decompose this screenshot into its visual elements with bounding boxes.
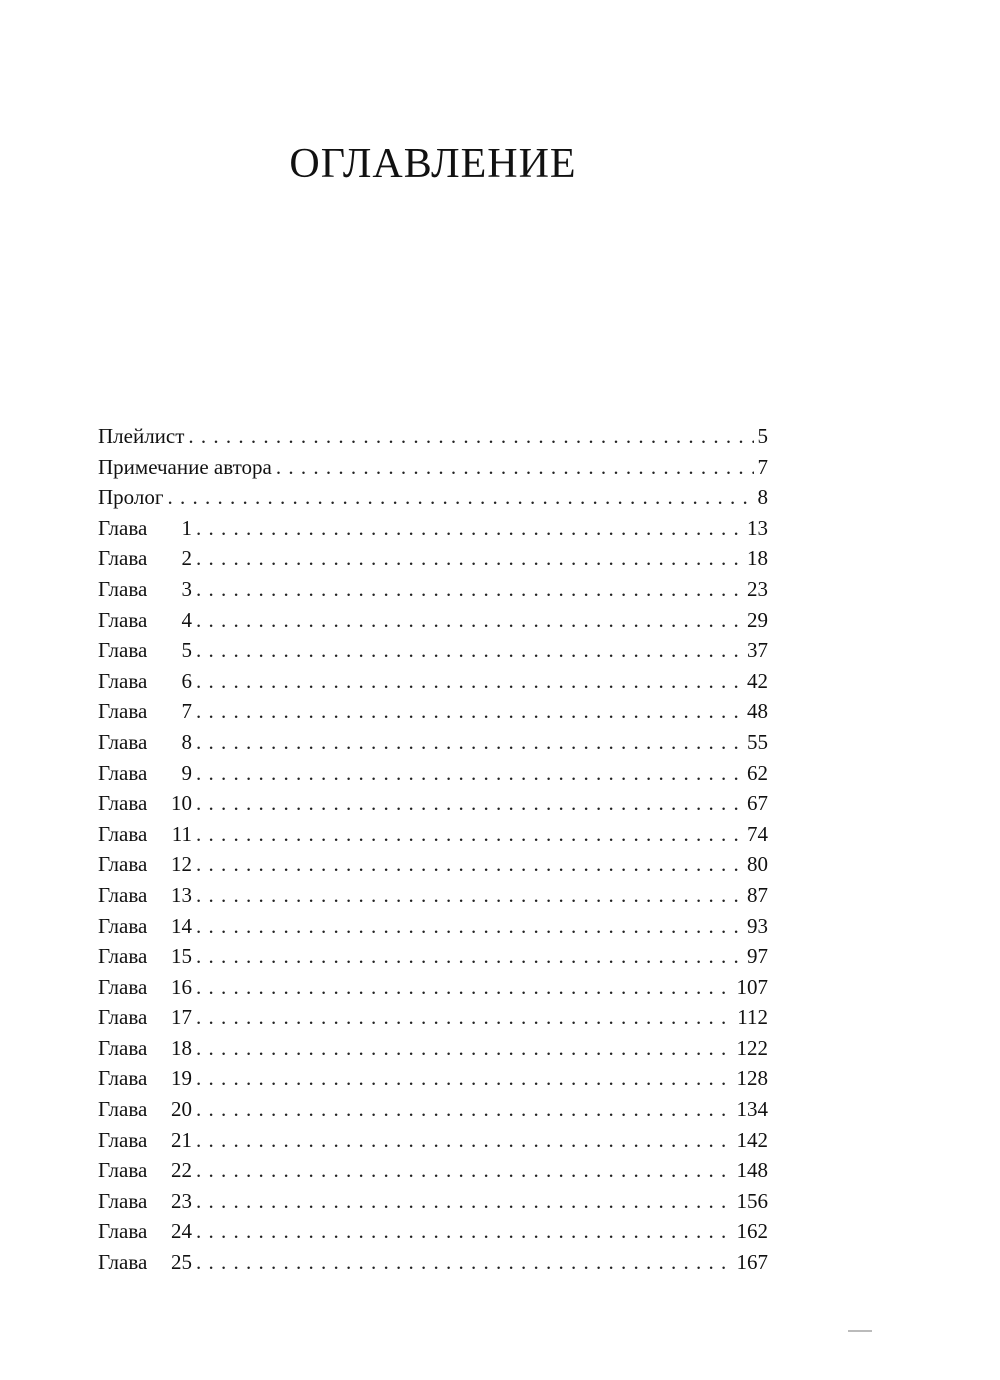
- toc-entry-label: Плейлист: [98, 424, 185, 448]
- toc-entry-label: [98, 605, 192, 636]
- chapter-number: 24: [171, 1219, 192, 1244]
- dot-leader: [196, 941, 743, 972]
- toc-entry-chapter[interactable]: [98, 574, 768, 605]
- toc-entry-label: Примечание автора: [98, 454, 272, 479]
- toc-entry-chapter[interactable]: [98, 1002, 768, 1033]
- toc-entry-label: [98, 1125, 192, 1156]
- toc-entry-chapter[interactable]: [98, 972, 768, 1003]
- chapter-word: Глава: [98, 974, 148, 999]
- chapter-number: 16: [171, 974, 192, 999]
- toc-entry-label: [98, 1155, 192, 1186]
- toc-entry-label: [98, 574, 192, 605]
- chapter-number: 21: [171, 1127, 192, 1152]
- dot-leader: [196, 758, 743, 789]
- chapter-word: Глава: [98, 1250, 148, 1275]
- toc-entry-chapter[interactable]: [98, 1063, 768, 1094]
- dot-leader: [196, 1094, 733, 1125]
- chapter-number: 25: [171, 1250, 192, 1275]
- toc-entry-label: [98, 788, 192, 819]
- toc-page-number: 122: [736, 1035, 768, 1060]
- chapter-word: Глава: [98, 1219, 148, 1244]
- chapter-number: 14: [171, 913, 192, 938]
- chapter-word: Глава: [98, 791, 148, 816]
- toc-entry-label: [98, 1247, 192, 1278]
- chapter-word: Глава: [98, 546, 148, 571]
- chapter-word: Глава: [98, 638, 148, 663]
- dot-leader: [196, 819, 743, 850]
- toc-page-number: 37: [747, 638, 768, 663]
- chapter-number: 9: [181, 760, 192, 785]
- dot-leader: [196, 788, 743, 819]
- chapter-number: 18: [171, 1035, 192, 1060]
- toc-entry-chapter[interactable]: [98, 727, 768, 758]
- toc-page-number: 48: [747, 699, 768, 724]
- dot-leader: [196, 1002, 733, 1033]
- chapter-word: Глава: [98, 1005, 148, 1030]
- toc-page-number: 42: [747, 668, 768, 693]
- toc-entry-chapter[interactable]: [98, 819, 768, 850]
- toc-entry-chapter[interactable]: [98, 941, 768, 972]
- chapter-word: Глава: [98, 1188, 148, 1213]
- toc-page-number: 167: [736, 1250, 768, 1275]
- toc-entry-label: [98, 727, 192, 758]
- dot-leader: [196, 1186, 733, 1217]
- toc-entry-chapter[interactable]: [98, 1247, 768, 1278]
- toc-entry-prologue[interactable]: [98, 482, 768, 513]
- chapter-word: Глава: [98, 944, 148, 969]
- toc-page-number: 156: [736, 1188, 768, 1213]
- toc-page-number: 23: [747, 576, 768, 601]
- toc-entry-label: [98, 849, 192, 880]
- toc-entry-chapter[interactable]: [98, 911, 768, 942]
- toc-entry-label: [98, 1094, 192, 1125]
- chapter-number: 15: [171, 944, 192, 969]
- toc-page-number: 18: [747, 546, 768, 571]
- toc-page-number: 87: [747, 882, 768, 907]
- toc-page-number: 107: [736, 974, 768, 999]
- chapter-number: 19: [171, 1066, 192, 1091]
- toc-entry-chapter[interactable]: [98, 880, 768, 911]
- toc-entry-chapter[interactable]: [98, 1155, 768, 1186]
- chapter-word: Глава: [98, 699, 148, 724]
- toc-page-number: 162: [736, 1219, 768, 1244]
- scan-speck: [848, 1330, 872, 1332]
- dot-leader: [196, 880, 743, 911]
- toc-entry-chapter[interactable]: [98, 605, 768, 636]
- dot-leader: [196, 543, 743, 574]
- chapter-word: Глава: [98, 821, 148, 846]
- toc-page-number: 134: [736, 1097, 768, 1122]
- chapter-word: Глава: [98, 1066, 148, 1091]
- chapter-number: 7: [181, 699, 192, 724]
- chapter-number: 4: [181, 607, 192, 632]
- toc-entry-chapter[interactable]: [98, 1186, 768, 1217]
- toc-entry-label: [98, 1186, 192, 1217]
- dot-leader: [196, 696, 743, 727]
- toc-entry-label: [98, 513, 192, 544]
- toc-entry-label: [98, 972, 192, 1003]
- toc-page-number: 8: [757, 485, 768, 510]
- page-title: ОГЛАВЛЕНИЕ: [289, 141, 577, 187]
- chapter-number: 13: [171, 882, 192, 907]
- chapter-number: 10: [171, 791, 192, 816]
- chapter-number: 17: [171, 1005, 192, 1030]
- toc-page-number: 97: [747, 944, 768, 969]
- chapter-number: 6: [181, 668, 192, 693]
- toc-entry-label: [98, 1033, 192, 1064]
- chapter-word: Глава: [98, 515, 148, 540]
- toc-entry-chapter[interactable]: [98, 543, 768, 574]
- toc-entry-label: Пролог: [98, 485, 164, 510]
- toc-entry-chapter[interactable]: [98, 1094, 768, 1125]
- dot-leader: [196, 1155, 733, 1186]
- chapter-number: 3: [181, 576, 192, 601]
- toc-entry-playlist[interactable]: [98, 421, 768, 452]
- chapter-word: Глава: [98, 1097, 148, 1122]
- toc-entry-label: [98, 941, 192, 972]
- toc-entry-author-note[interactable]: [98, 452, 768, 483]
- toc-page-number: 62: [747, 760, 768, 785]
- toc-page-number: 148: [736, 1158, 768, 1183]
- chapter-word: Глава: [98, 668, 148, 693]
- chapter-word: Глава: [98, 729, 148, 754]
- chapter-word: Глава: [98, 882, 148, 907]
- toc-page-number: 93: [747, 913, 768, 938]
- toc-entry-label: [98, 1216, 192, 1247]
- toc-entry-label: [98, 880, 192, 911]
- dot-leader: [196, 911, 743, 942]
- toc-page-number: 142: [736, 1127, 768, 1152]
- toc-entry-chapter[interactable]: [98, 849, 768, 880]
- chapter-word: Глава: [98, 576, 148, 601]
- toc-entry-chapter[interactable]: [98, 513, 768, 544]
- toc-entry-label: [98, 666, 192, 697]
- table-of-contents: [98, 421, 768, 1278]
- dot-leader: [196, 1033, 733, 1064]
- toc-page-number: 80: [747, 852, 768, 877]
- dot-leader: [196, 1125, 733, 1156]
- toc-page-number: 112: [737, 1005, 768, 1030]
- toc-entry-chapter[interactable]: [98, 696, 768, 727]
- toc-entry-label: [98, 543, 192, 574]
- dot-leader: [196, 1216, 733, 1247]
- toc-page-number: 13: [747, 515, 768, 540]
- toc-entry-chapter[interactable]: [98, 635, 768, 666]
- chapter-word: Глава: [98, 1127, 148, 1152]
- dot-leader: [196, 849, 743, 880]
- toc-page-number: 67: [747, 791, 768, 816]
- chapter-number: 8: [181, 729, 192, 754]
- chapter-number: 12: [171, 852, 192, 877]
- toc-entry-chapter[interactable]: [98, 666, 768, 697]
- toc-page-number: 128: [736, 1066, 768, 1091]
- toc-entry-label: [98, 696, 192, 727]
- chapter-number: 11: [171, 821, 192, 846]
- dot-leader: [196, 513, 743, 544]
- toc-page-number: 55: [747, 729, 768, 754]
- toc-entry-label: [98, 1063, 192, 1094]
- toc-page-number: 7: [757, 454, 768, 479]
- chapter-number: 2: [181, 546, 192, 571]
- dot-leader: [167, 482, 753, 513]
- chapter-word: Глава: [98, 1158, 148, 1183]
- dot-leader: [196, 574, 743, 605]
- chapter-word: Глава: [98, 1035, 148, 1060]
- dot-leader: [196, 972, 733, 1003]
- chapter-number: 23: [171, 1188, 192, 1213]
- chapter-word: Глава: [98, 852, 148, 877]
- dot-leader: [196, 605, 743, 636]
- chapter-word: Глава: [98, 607, 148, 632]
- toc-entry-label: [98, 1002, 192, 1033]
- chapter-word: Глава: [98, 913, 148, 938]
- dot-leader: [276, 452, 754, 483]
- toc-entry-chapter[interactable]: [98, 758, 768, 789]
- dot-leader: [188, 421, 753, 452]
- toc-entry-label: [98, 758, 192, 789]
- chapter-number: 20: [171, 1097, 192, 1122]
- toc-entry-label: [98, 819, 192, 850]
- toc-page-number: 29: [747, 607, 768, 632]
- toc-entry-label: [98, 911, 192, 942]
- toc-entry-chapter[interactable]: [98, 788, 768, 819]
- chapter-word: Глава: [98, 760, 148, 785]
- dot-leader: [196, 1247, 733, 1278]
- dot-leader: [196, 635, 743, 666]
- toc-page-number: 5: [757, 424, 768, 448]
- chapter-number: 5: [181, 638, 192, 663]
- toc-entry-chapter[interactable]: [98, 1033, 768, 1064]
- toc-entry-chapter[interactable]: [98, 1125, 768, 1156]
- dot-leader: [196, 727, 743, 758]
- dot-leader: [196, 1063, 733, 1094]
- chapter-number: 22: [171, 1158, 192, 1183]
- dot-leader: [196, 666, 743, 697]
- chapter-number: 1: [181, 515, 192, 540]
- toc-entry-label: [98, 635, 192, 666]
- toc-page-number: 74: [747, 821, 768, 846]
- toc-entry-chapter[interactable]: [98, 1216, 768, 1247]
